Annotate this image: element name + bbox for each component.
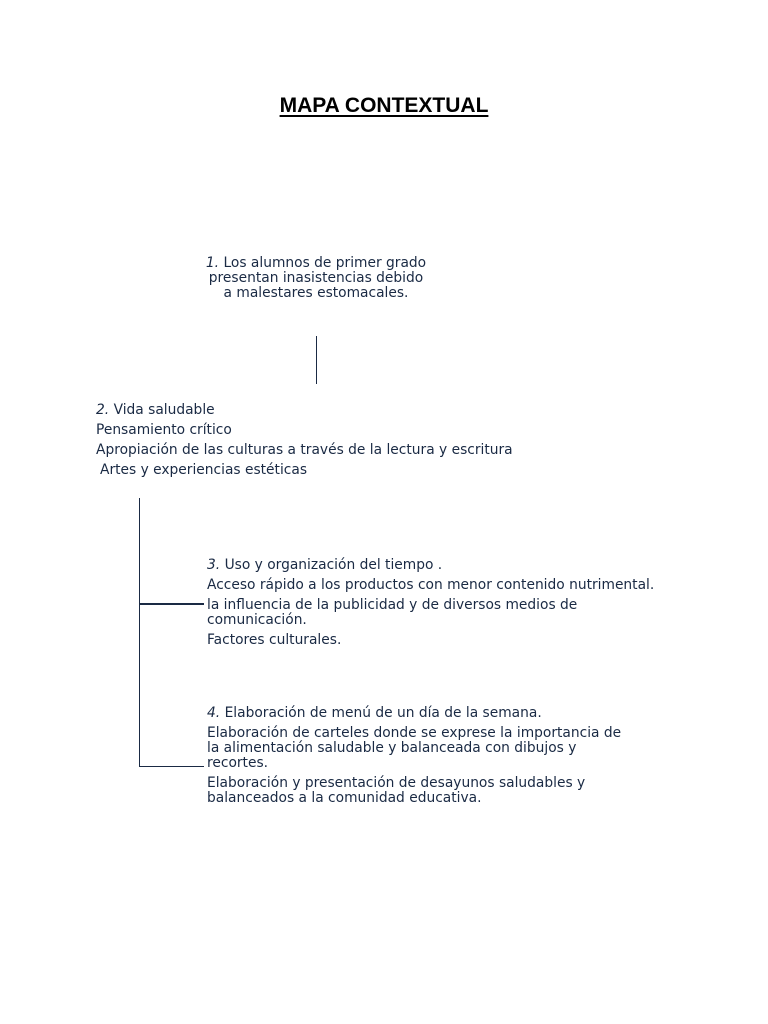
concept-node-4 (207, 706, 627, 811)
node-4-number: 4. (207, 705, 221, 721)
connector-line-1-to-2 (316, 336, 317, 384)
node-2-item: Artes y experiencias estéticas (100, 462, 308, 478)
node-3-item: la influencia de la publicidad y de diversos medios de comunicación. (207, 597, 578, 628)
node-1-number: 1. (205, 255, 220, 271)
node-2-item: 2. Vida saludable (96, 402, 215, 418)
page-title: MAPA CONTEXTUAL (279, 94, 489, 117)
concept-node-1 (196, 256, 436, 301)
concept-node-3 (207, 558, 677, 653)
node-2-item: Pensamiento crítico (96, 422, 232, 438)
node-4-item: Elaboración y presentación de desayunos saludables y balanceados a la comunidad educativa. (207, 775, 586, 806)
node-3-item: 3. Uso y organización del tiempo . (207, 557, 443, 573)
connector-trunk-line (139, 498, 140, 767)
concept-node-2 (96, 403, 656, 483)
node-1-line-2: presentan inasistencias debido (208, 270, 424, 286)
node-1-line-3: a malestares estomacales. (223, 285, 409, 301)
node-2-item: Apropiación de las culturas a través de la lectura y escritura (96, 442, 513, 458)
node-3-item: Factores culturales. (207, 632, 342, 648)
node-4-item: 4. Elaboración de menú de un día de la semana. (207, 705, 542, 721)
node-1-line-1: 1. Los alumnos de primer grado (205, 255, 427, 271)
node-2-number: 2. (96, 402, 110, 418)
node-3-number: 3. (207, 557, 221, 573)
node-4-item: Elaboración de carteles donde se exprese la importancia de la alimentación saludable y balanceada con dibujos y recortes. (207, 725, 622, 771)
connector-branch-3 (140, 603, 204, 605)
connector-branch-4 (140, 766, 204, 767)
node-3-item: Acceso rápido a los productos con menor contenido nutrimental. (207, 577, 655, 593)
